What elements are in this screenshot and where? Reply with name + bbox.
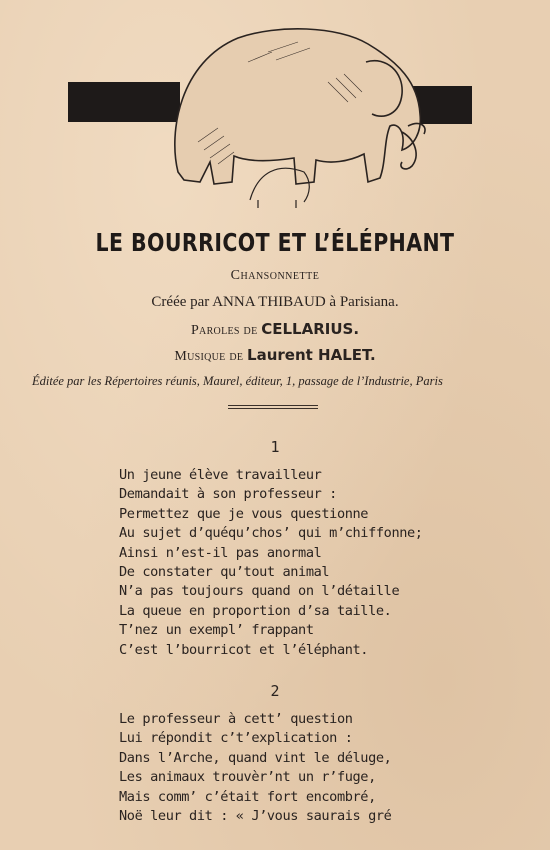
lyrics-credit: [0, 320, 550, 339]
verse-line: Au sujet d’quéqu’chos’ qui m’chiffonne;: [119, 525, 423, 542]
verse-line: Permettez que je vous questionne: [119, 505, 369, 522]
stanza-number-1: 1: [270, 438, 280, 456]
lyrics-prefix: Paroles de: [190, 323, 258, 338]
stanza-number-2: 2: [270, 682, 280, 700]
verse-line: C’est l’bourricot et l’éléphant.: [119, 641, 369, 658]
creator-line: Créée par ANNA THIBAUD à Parisiana.: [151, 294, 399, 310]
music-credit: [0, 346, 550, 365]
stanza-2: [119, 710, 391, 826]
editor-line: Éditée par les Répertoires réunis, Maurel, éditeur, 1, passage de l’Industrie, Paris: [32, 374, 443, 388]
verse-line: La queue en proportion d’sa taille.: [119, 602, 392, 619]
verse-line: Lui répondit c’t’explication :: [119, 730, 353, 747]
black-banner-left: [68, 82, 180, 122]
section-divider: [228, 405, 318, 409]
verse-line: Dans l’Arche, quand vint le déluge,: [119, 749, 392, 766]
verse-line: Le professeur à cett’ question: [119, 711, 353, 727]
composer-name: Laurent HALET.: [247, 346, 376, 364]
verse-line: T’nez un exempl’ frappant: [119, 622, 314, 639]
elephant-icon: [175, 29, 425, 184]
verse-line: Un jeune élève travailleur: [119, 467, 322, 483]
verse-line: Ainsi n’est-il pas anormal: [119, 544, 322, 561]
verse-line: Mais comm’ c’était fort encombré,: [119, 788, 376, 805]
music-prefix: Musique de: [174, 349, 244, 364]
verse-line: N’a pas toujours quand on l’détaille: [119, 583, 400, 600]
lyricist-name: CELLARIUS.: [261, 320, 360, 338]
verse-line: Les animaux trouvèr’nt un r’fuge,: [119, 769, 376, 786]
verse-line: De constater qu’tout animal: [119, 563, 330, 580]
elephant-illustration: [68, 22, 474, 212]
verse-line: Demandait à son professeur :: [119, 486, 337, 503]
verse-line: Noë leur dit : « J’vous saurais gré: [119, 807, 392, 824]
stanza-1: [119, 466, 423, 660]
song-subtitle: Chansonnette: [230, 268, 320, 283]
song-title: LE BOURRICOT ET L’ÉLÉPHANT: [95, 228, 455, 257]
